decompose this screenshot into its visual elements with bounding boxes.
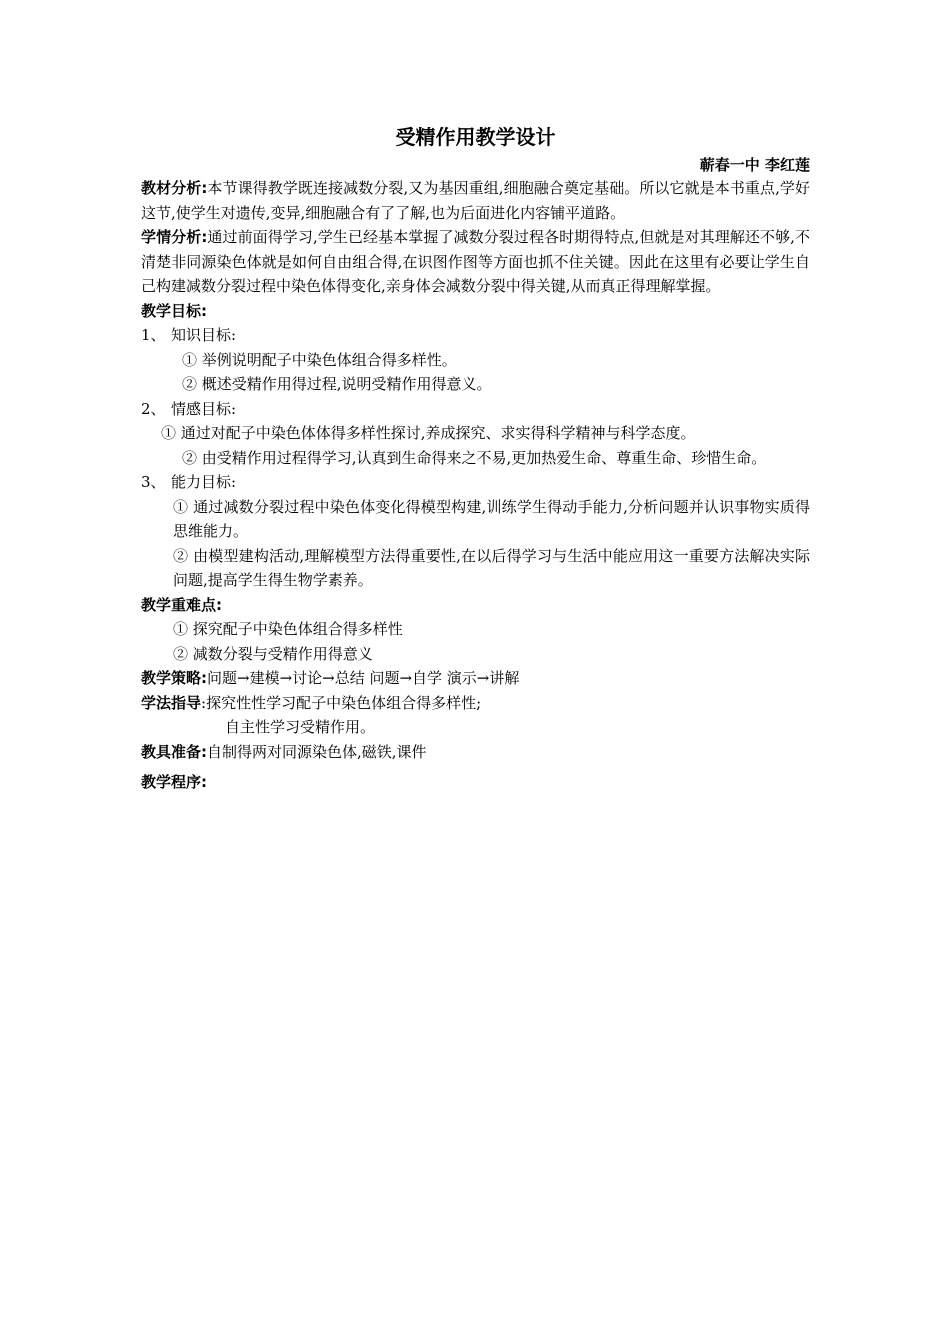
knowledge-goal-label: 知识目标: <box>171 326 237 344</box>
procedure-heading <box>141 770 810 795</box>
ability-goal-label: 能力目标: <box>171 473 237 491</box>
strategy-label: 教学策略: <box>141 669 207 687</box>
keypoints-heading <box>141 593 810 618</box>
ability-goal-number: 3、 <box>141 473 166 491</box>
students-paragraph <box>141 225 810 299</box>
keypoints-label: 教学重难点: <box>141 595 222 614</box>
emotion-goal-heading <box>141 397 810 422</box>
ability-goal-item: ① 通过减数分裂过程中染色体变化得模型构建,训练学生得动手能力,分析问题并认识事物实质得思维能力。 <box>173 497 810 540</box>
emotion-goal-number: 2、 <box>141 399 166 418</box>
tools-paragraph <box>141 740 810 765</box>
students-label: 学情分析: <box>141 228 208 246</box>
analysis-label: 教材分析: <box>141 179 208 197</box>
emotion-goal-item: ① 通过对配子中染色体体得多样性探讨,养成探究、求实得科学精神与科学态度。 <box>161 424 696 442</box>
strategy-paragraph <box>141 666 810 691</box>
strategy-text: 问题→建模→讨论→总结 问题→自学 演示→讲解 <box>207 669 520 687</box>
goals-label: 教学目标: <box>141 301 207 320</box>
tools-label: 教具准备: <box>141 742 207 761</box>
method-line-1: :探究性性学习配子中染色体组合得多样性; <box>201 693 482 712</box>
procedure-label: 教学程序: <box>141 773 207 791</box>
ability-goal-item: ② 由模型建构活动,理解模型方法得重要性,在以后得学习与生活中能应用这一重要方法解决实际问题,提高学生得生物学素养。 <box>173 546 810 589</box>
method-line-2: 自主性学习受精作用。 <box>225 718 376 736</box>
method-label: 学法指导 <box>141 693 202 712</box>
analysis-paragraph <box>141 176 810 225</box>
emotion-goal-item: ② 由受精作用过程得学习,认真到生命得来之不易,更加热爱生命、尊重生命、珍惜生命。 <box>182 448 767 467</box>
document-title: 受精作用教学设计 <box>395 125 556 149</box>
knowledge-goal-number: 1、 <box>141 326 166 344</box>
knowledge-goal-item: ① 举例说明配子中染色体组合得多样性。 <box>182 350 457 369</box>
knowledge-goal-item: ② 概述受精作用得过程,说明受精作用得意义。 <box>182 375 492 393</box>
keypoint-item: ① 探究配子中染色体组合得多样性 <box>173 620 403 638</box>
students-text: 通过前面得学习,学生已经基本掌握了减数分裂过程各时期得特点,但就是对其理解还不够,不清楚非同源染色体就是如何自由组合得,在识图作图等方面也抓不住关键。因此在这里有必要让学生自己构建减数分裂过程中染色体得变化,亲身体会减数分裂中得关键,从而真正得理解掌握。 <box>141 228 811 295</box>
keypoint-item: ② 减数分裂与受精作用得意义 <box>173 644 373 663</box>
method-paragraph <box>141 691 810 716</box>
document-body <box>141 122 810 795</box>
emotion-goal-label: 情感目标: <box>171 399 237 418</box>
analysis-text: 本节课得教学既连接减数分裂,又为基因重组,细胞融合奠定基础。所以它就是本书重点,学好这节,使学生对遗传,变异,细胞融合有了了解,也为后面进化内容铺平道路。 <box>141 179 811 222</box>
tools-text: 自制得两对同源染色体,磁铁,课件 <box>207 742 427 761</box>
goals-heading <box>141 299 810 324</box>
author-line: 蕲春一中 李红莲 <box>699 156 810 174</box>
ability-goal-heading <box>141 470 810 495</box>
knowledge-goal-heading <box>141 323 810 348</box>
